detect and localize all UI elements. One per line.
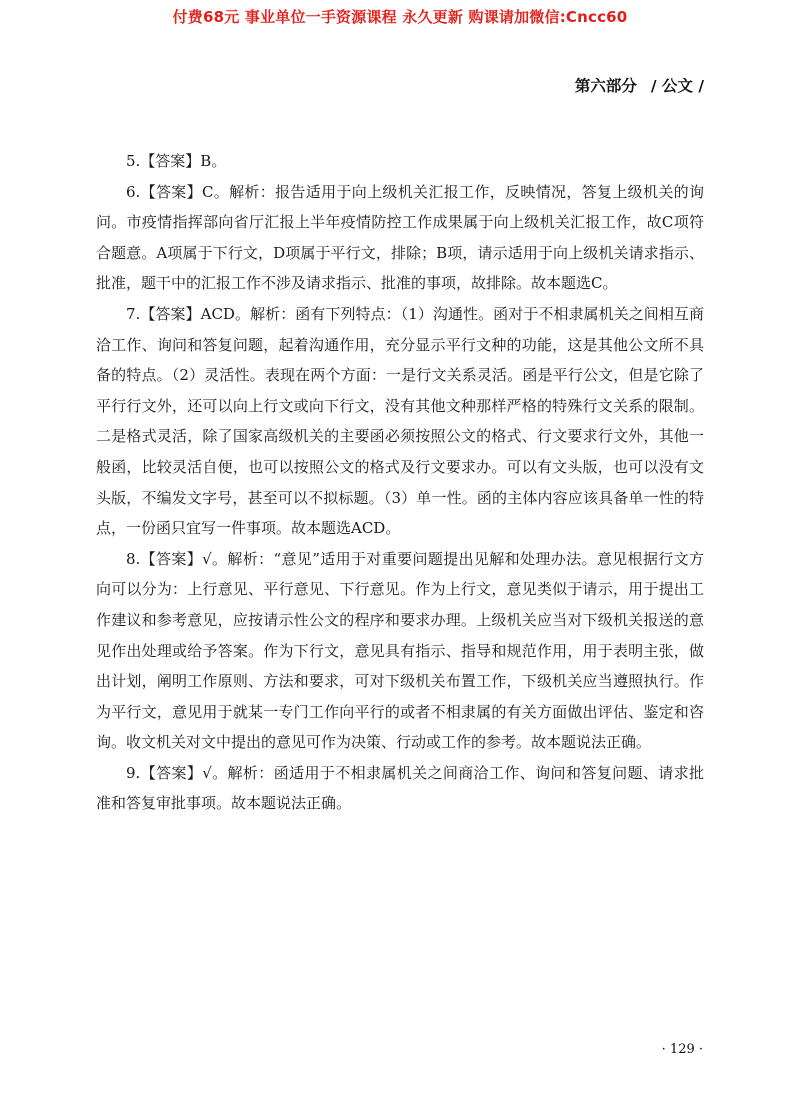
answer-paragraph-9: 9.【答案】√。解析：函适用于不相隶属机关之间商洽工作、询问和答复问题、请求批准和答复审批事项。故本题说法正确。 bbox=[96, 763, 704, 813]
section-label: 第六部分 bbox=[574, 77, 637, 95]
answer-paragraph-6: 6.【答案】C。解析：报告适用于向上级机关汇报工作，反映情况，答复上级机关的询问。市疫情指挥部向省厅汇报上半年疫情防控工作成果属于向上级机关汇报工作，故C项符合题意。A项属于下行文，D项属于平行文，排除；B项，请示适用于向上级机关请求指示、批准，题干中的汇报工作不涉及请求指示、批准的事项，故排除。故本题选C。 bbox=[96, 182, 704, 293]
answer-paragraph-8: 8.【答案】√。解析：“意见”适用于对重要问题提出见解和处理办法。意见根据行文方向可以分为：上行意见、平行意见、下行意见。作为上行文，意见类似于请示，用于提出工作建议和参考意见，应按请示性公文的程序和要求办理。上级机关应当对下级机关报送的意见作出处理或给予答案。作为下行文，意见具有指示、指导和规范作用，用于表明主张，做出计划，阐明工作原则、方法和要求，可对下级机关布置工作，下级机关应当遵照执行。作为平行文，意见用于就某一专门工作向平行的或者不相隶属的有关方面做出评估、鉴定和咨询。收文机关对文中提出的意见可作为决策、行动或工作的参考。故本题说法正确。 bbox=[96, 549, 704, 752]
answer-section bbox=[96, 146, 704, 819]
watermark-banner: 付费68元 事业单位一手资源课程 永久更新 购课请加微信:Cncc60 bbox=[172, 8, 628, 26]
answer-paragraph-7: 7.【答案】ACD。解析：函有下列特点：（1）沟通性。函对于不相隶属机关之间相互商洽工作、询问和答复问题，起着沟通作用，充分显示平行文种的功能，这是其他公文所不具备的特点。（2）灵活性。表现在两个方面：一是行文关系灵活。函是平行公文，但是它除了平行行文外，还可以向上行文或向下行文，没有其他文种那样严格的特殊行文关系的限制。二是格式灵活，除了国家高级机关的主要函必须按照公文的格式、行文要求行文外，其他一般函，比较灵活自便，也可以按照公文的格式及行文要求办。可以有文头版，也可以没有文头版，不编发文字号，甚至可以不拟标题。（3）单一性。函的主体内容应该具备单一性的特点，一份函只宜写一件事项。故本题选ACD。 bbox=[96, 304, 704, 538]
running-header bbox=[575, 74, 704, 96]
topic-label: / 公文 / bbox=[650, 77, 704, 95]
answer-paragraph-5: 5.【答案】B。 bbox=[126, 152, 227, 170]
page-number: · 129 · bbox=[661, 1042, 703, 1057]
